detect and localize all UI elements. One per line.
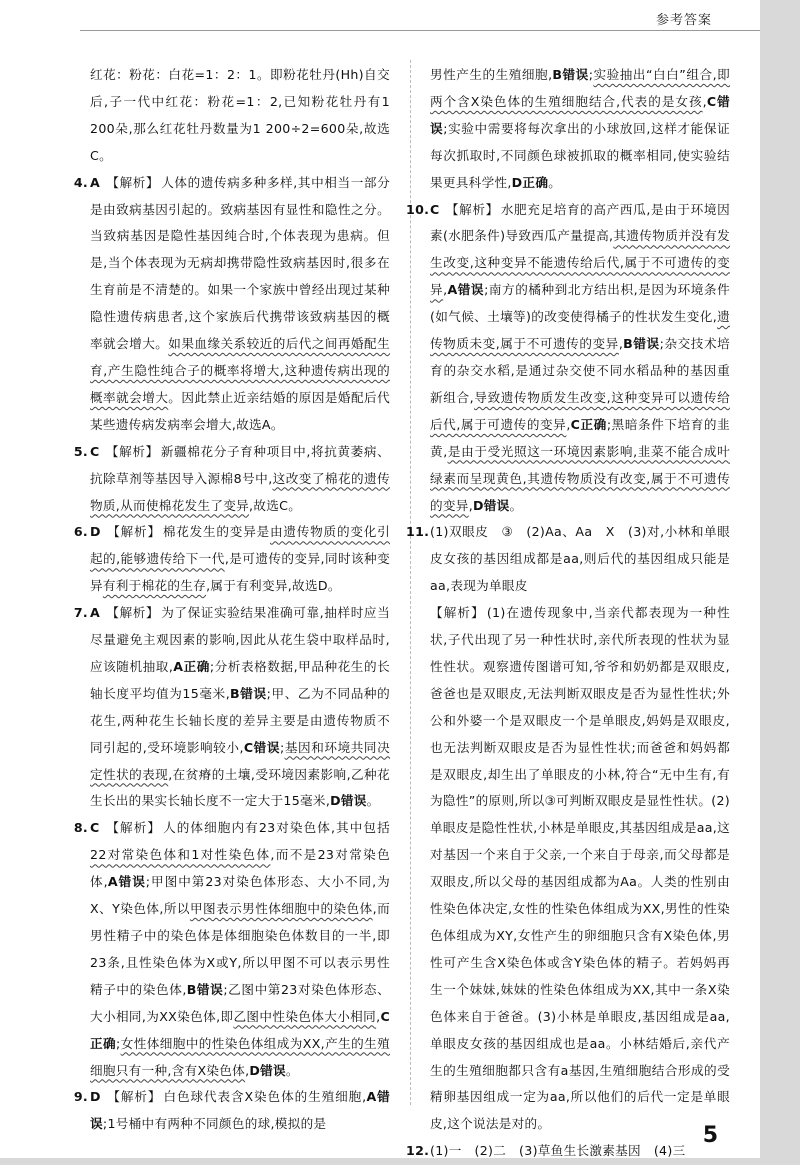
analysis-text: ;南方的橘种到北方结出枳,是因为环境条件(如气候、土壤等)的改变使得橘子的性状发生变化,: [430, 282, 730, 325]
continued-text: 红花：粉花：白花=1：2：1。即粉花牡丹(Hh)自交后,子一代中红花：粉花=1：2,已知粉花牡丹有1 200朵,那么红花牡丹数量为1 200÷2=600朵,故选C。: [90, 67, 390, 163]
analysis-text: 。: [509, 497, 523, 513]
answer-letter: A: [90, 174, 101, 190]
analysis-text: ,: [468, 497, 473, 513]
analysis-text: 为了保证实验结果准确可靠,抽样时应当尽量避免主观因素的影响,因此从花生袋中取样品时,应该随机抽取,: [90, 605, 390, 674]
question-number: 10.: [406, 201, 430, 217]
verdict: D正确: [511, 174, 549, 190]
analysis-text: ,故选C。: [249, 497, 302, 513]
question-9-continued: [430, 62, 730, 197]
left-column: [73, 62, 391, 1138]
right-column: [406, 62, 731, 1165]
answer-letter: C: [430, 201, 440, 217]
page-number: 5: [702, 1123, 718, 1148]
key-point: 如果血缘关系较近的后代之间再婚配生育,产生隐性纯合子的概率将增大,这种遗传病出现的概率就会增大: [90, 336, 390, 405]
analysis-tag: 【解析】: [105, 820, 162, 836]
analysis-text: ;: [280, 739, 285, 755]
question-7: [73, 600, 391, 815]
key-point: 基因和环境共同决定性状的表现: [90, 739, 390, 782]
verdict: A正确: [173, 658, 210, 674]
verdict: D错误: [249, 1062, 286, 1078]
verdict: A错误: [447, 282, 485, 298]
analysis-tag: 【解析】: [445, 201, 499, 217]
key-point: 由遗传物质的变化引起的,能够遗传给下一代: [90, 524, 391, 567]
analysis-text: ,: [566, 416, 571, 432]
analysis-tag: 【解析】: [106, 605, 160, 621]
verdict: D错误: [330, 793, 367, 809]
analysis-text: 新疆棉花分子育种项目中,将抗黄萎病、抗除草剂等基因导入源棉8号中,: [90, 443, 391, 486]
analysis-text: ;杂交技术培育的杂交水稻,是通过杂交使不同水稻品种的基因重新组合,: [430, 336, 731, 405]
page-edge: [760, 0, 800, 1158]
analysis-text: 。: [366, 793, 380, 809]
analysis-text: ,是可遗传的变异,同时该种变异: [90, 551, 390, 594]
key-point: 甲图表示男性体细胞中的染色体: [189, 901, 373, 917]
answer-text: (1)一 (2)二 (3)草鱼生长激素基因 (4)三: [430, 1143, 686, 1159]
analysis-text: ,: [702, 93, 707, 109]
continued-answer: [90, 62, 390, 170]
analysis-text: 人体的遗传病多种多样,其中相当一部分是由致病基因引起的。致病基因有显性和隐性之分。当致病基因是隐性基因纯合时,个体表现为患病。但是,当个体表现为无病却携带隐性致病基因时,很多在生育前是不清楚的。如果一个家族中曾经出现过某种隐性遗传病患者,这个家族后代携带该致病基因的概率就会增大。: [90, 174, 390, 352]
question-number: 5.: [73, 443, 88, 459]
answer-letter: A: [90, 605, 101, 621]
question-number: 4.: [73, 174, 88, 190]
key-point: 乙图中性染色体大小相同: [233, 1008, 377, 1024]
analysis-text: 人的体细胞内有23对染色体,其中包括: [163, 820, 390, 836]
key-point: 导致遗传物质发生改变,这种变异可以遗传给后代,属于可遗传的变异: [430, 389, 730, 432]
question-number: 11.: [406, 524, 430, 540]
question-number: 12.: [406, 1143, 430, 1159]
question-number: 8.: [73, 820, 88, 836]
verdict: C错误: [243, 739, 281, 755]
analysis-text: (1)在遗传现象中,当亲代都表现为一种性状,子代出现了另一种性状时,亲代所表现的性状为显性性状。观察遗传图谱可知,爷爷和奶奶都是双眼皮,爸爸也是双眼皮,无法判断双眼皮是否为显性性状;外公和外婆一个是双眼皮一个是单眼皮,妈妈是双眼皮,也无法判断双眼皮是否为显性性状;而爸爸和妈妈都是双眼皮,却生出了单眼皮的小林,符合“无中生有,有为隐性”的原则,所以③可判断双眼皮是显性性状。(2)单眼皮是隐性性状,小林是单眼皮,其基因组成是aa,这对基因一个来自于父亲,一个来自于母亲,而父母都是双眼皮,所以父母的基因组成都为Aa。人类的性别由性染色体决定,女性的性染色体组成为XX,男性的性染色体组成为XY,女性产生的卵细胞只含有X染色体,男性可产生含X染色体或含Y染色体的精子。若妈妈再生一个妹妹,妹妹的性染色体组成为XX,其中一条X染色体来自于爸爸。(3)小林是单眼皮,基因组成是aa,单眼皮女孩的基因组成也是aa。小林结婚后,亲代产生的生殖细胞都只含有a基因,生殖细胞结合形成的受精卵基因组成一定为aa,所以他们的后代一定是单眼皮,这个说法是对的。: [430, 605, 730, 1132]
answer-letter: D: [90, 524, 101, 540]
key-point: 其遗传物质并没有发生改变,这种变异不能遗传给后代,属于不可遗传的变异: [430, 228, 731, 298]
key-point: 遗传物质未变,属于不可遗传的变异: [430, 309, 730, 352]
analysis-text: ;: [588, 67, 594, 82]
analysis-text: ,: [443, 282, 448, 298]
analysis-text: 棉花发生的变异是: [162, 524, 270, 540]
analysis-text: 男性产生的生殖细胞,: [430, 67, 553, 82]
analysis-text: 。: [285, 1062, 299, 1078]
question-number: 6.: [73, 524, 88, 540]
question-4: [73, 170, 390, 439]
question-10: [406, 197, 731, 520]
key-point: 实验抽出“白白”组合,即两个含X染色体的生殖细胞结合,代表的是女孩: [430, 67, 730, 109]
key-point: 这改变了棉花的遗传物质,从而使棉花发生了变异: [90, 470, 390, 513]
analysis-text: 水肥充足培育的高产西瓜,是由于环境因素(水肥条件)导致西瓜产量提高,: [430, 201, 731, 244]
question-6: [73, 519, 391, 600]
header-divider: [80, 30, 760, 31]
key-point: 有利于棉花的生存: [102, 578, 207, 594]
question-5: [73, 439, 391, 520]
key-point: 女性体细胞中的性染色体组成为XX,产生的生殖细胞只有一种,含有X染色体: [90, 1035, 391, 1078]
analysis-text: ;: [116, 1035, 121, 1051]
verdict: B错误: [230, 685, 267, 701]
analysis-text: ,: [376, 1008, 381, 1024]
answer-letter: C: [90, 443, 100, 459]
verdict: A错误: [107, 874, 146, 890]
answer-letter: D: [90, 1089, 101, 1105]
analysis-text: ;黑暗条件下培育的韭黄,: [430, 416, 730, 459]
analysis-text: ;1号桶中有两种不同颜色的球,模拟的是: [102, 1116, 327, 1132]
analysis-text: ,在贫瘠的土壤,受环境因素影响,乙种花生长出的果实长轴长度不一定大于15毫米,: [90, 766, 390, 809]
header-title: 参考答案: [655, 13, 712, 28]
analysis-text: ;甲、乙为不同品种的花生,两种花生长轴长度的差异主要是由遗传物质不同引起的,受环境影响较小,: [90, 685, 390, 755]
analysis-tag: 【解析】: [106, 1089, 162, 1105]
verdict: C错误: [430, 93, 730, 136]
analysis-text: ,: [245, 1062, 250, 1078]
analysis-text: ,: [618, 336, 624, 352]
verdict: A错误: [90, 1089, 390, 1132]
key-point: 是由于受光照这一环境因素影响,韭菜不能合成叶绿素而呈现黄色,其遗传物质没有改变,属于不可遗传的变异: [430, 443, 731, 513]
analysis-text: ;乙图中第23对染色体形态、大小相同,为XX染色体,即: [90, 981, 391, 1024]
verdict: B错误: [552, 67, 589, 82]
analysis-tag: 【解析】: [106, 524, 161, 540]
question-8: [73, 815, 391, 1084]
analysis-text: ,属于有利变异,故选D。: [206, 578, 341, 594]
analysis-text: ;甲图中第23对染色体形态、大小不同,为X、Y染色体,所以: [90, 874, 390, 917]
analysis-tag: 【解析】: [105, 443, 159, 459]
verdict: D错误: [473, 497, 510, 513]
key-point: 22对常染色体和1对性染色体: [90, 847, 271, 863]
analysis-text: 。因此禁止近亲结婚的原因是婚配后代某些遗传病发病率会增大,故选A。: [90, 389, 390, 432]
question-11: [406, 519, 730, 1138]
answer-letter: C: [90, 820, 100, 836]
analysis-text: 白色球代表含X染色体的生殖细胞,: [163, 1089, 367, 1105]
question-9: [73, 1084, 390, 1138]
analysis-text: 。: [548, 174, 562, 190]
answer-text: (1)双眼皮 ③ (2)Aa、Aa X (3)对,小林和单眼皮女孩的基因组成都是aa,则后代的基因组成只能是aa,表现为单眼皮: [430, 524, 730, 594]
verdict: C正确: [570, 416, 607, 432]
analysis-text: ;分析表格数据,甲品种花生的长轴长度平均值为15毫米,: [90, 658, 391, 701]
analysis-text: ,而男性精子中的染色体是体细胞染色体数目的一半,即23条,且性染色体为X或Y,所以甲图不可以表示男性精子中的染色体,: [90, 901, 390, 997]
analysis-text: ,而不是23对常染色体,: [90, 847, 390, 890]
analysis-tag: 【解析】: [106, 174, 160, 190]
question-number: 7.: [73, 605, 88, 621]
analysis-text: ;实验中需要将每次拿出的小球放回,这样才能保证每次抓取时,不同颜色球被抓取的概率相同,使实验结果更具科学性,: [430, 120, 730, 190]
question-number: 9.: [73, 1089, 88, 1105]
verdict: C正确: [90, 1008, 390, 1051]
analysis-tag: 【解析】: [430, 605, 485, 621]
question-12: [406, 1138, 730, 1165]
verdict: B错误: [186, 981, 224, 997]
verdict: B错误: [623, 336, 660, 352]
